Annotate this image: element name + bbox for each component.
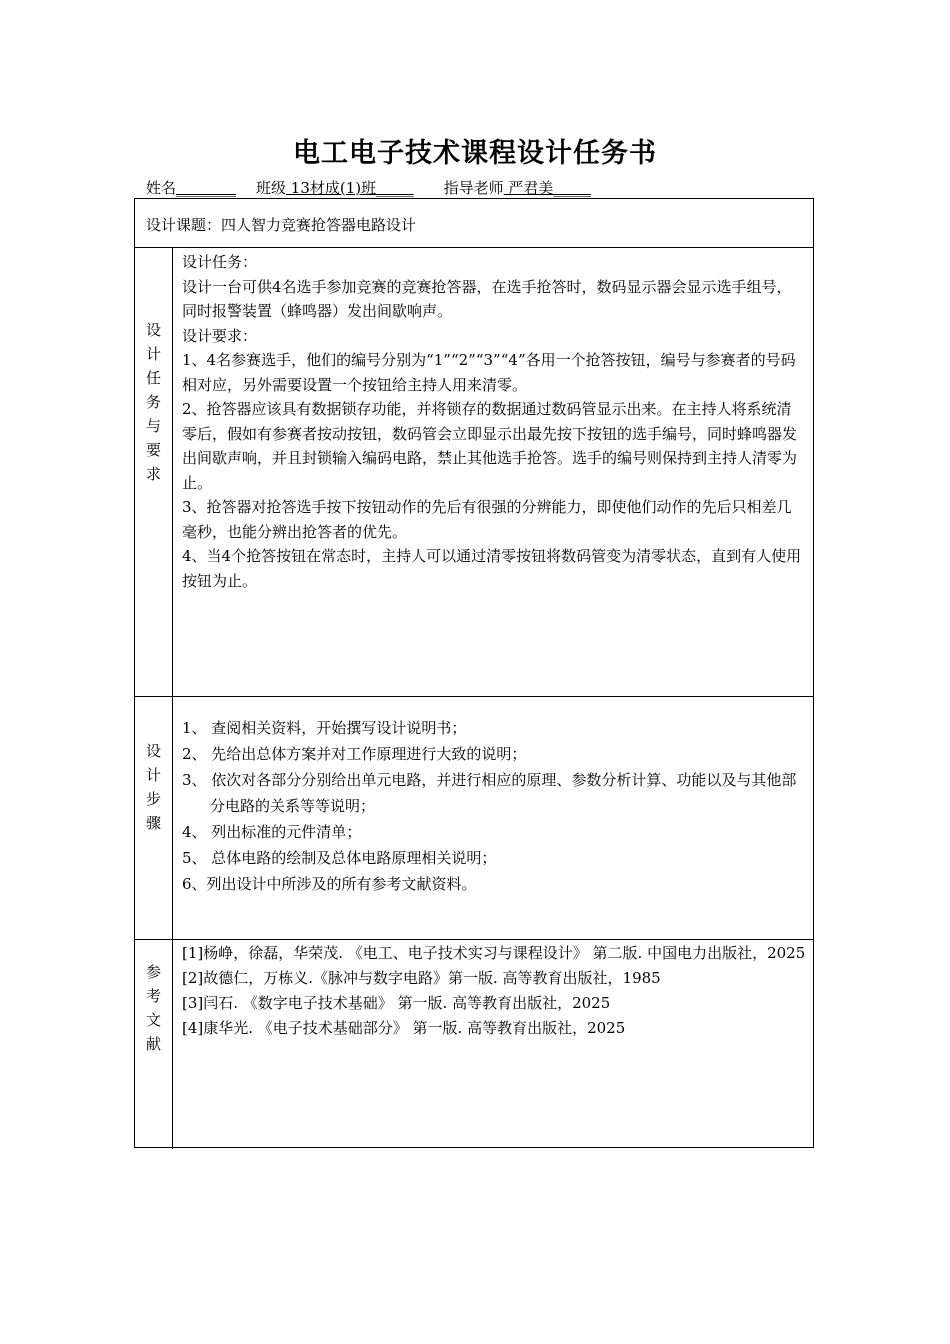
- requirement-item: 4、当4个抢答按钮在常态时，主持人可以通过清零按钮将数码管变为清零状态，直到有人使用按钮为止。: [182, 547, 802, 590]
- task-heading: 设计任务：: [182, 253, 258, 271]
- name-value: ________: [176, 179, 237, 197]
- side-char: 参: [145, 963, 161, 981]
- side-char: 设: [145, 321, 161, 339]
- class-value: 13材成(1)班_____: [286, 179, 414, 197]
- refs-content: [182, 941, 806, 1041]
- refs-side-label: [135, 960, 172, 1056]
- side-char: 计: [145, 766, 161, 784]
- row-divider: [135, 247, 813, 248]
- task-table: [134, 198, 814, 1148]
- name-label: 姓名: [146, 179, 177, 197]
- row-divider: [135, 939, 813, 940]
- side-char: 计: [145, 345, 161, 363]
- step-item: 2、 先给出总体方案并对工作原理进行大致的说明；: [182, 745, 527, 763]
- teacher-label: 指导老师: [443, 179, 504, 197]
- task-content: [182, 250, 806, 593]
- side-char: 步: [145, 790, 161, 808]
- requirement-item: 2、抢答器应该具有数据锁存功能，并将锁存的数据通过数码管显示出来。在主持人将系统清零后，假如有参赛者按动按钮，数码管会立即显示出最先按下按钮的选手编号，同时蜂鸣器发出间歇声响，并且封锁输入编码电路，禁止其他选手抢答。选手的编号则保持到主持人清零为止。: [182, 400, 798, 492]
- requirements-heading: 设计要求：: [182, 326, 258, 345]
- reference-item: [4]康华光. 《电子技术基础部分》 第一版. 高等教育出版社，2025: [182, 1019, 626, 1037]
- reference-item: [2]故德仁，万栋义.《脉冲与数字电路》第一版. 高等教育出版社，1985: [182, 969, 661, 987]
- side-char: 考: [145, 987, 161, 1005]
- side-char: 求: [145, 465, 161, 483]
- side-char: 要: [145, 441, 161, 459]
- reference-item: [1]杨峥，徐磊，华荣茂. 《电工、电子技术实习与课程设计》 第二版. 中国电力出版社，2025: [182, 944, 806, 962]
- side-char: 设: [145, 742, 161, 760]
- step-item: 3、 依次对各部分分别给出单元电路，并进行相应的原理、参数分析计算、功能以及与其他部分电路的关系等等说明；: [182, 771, 797, 815]
- step-item: 1、 查阅相关资料，开始撰写设计说明书；: [182, 719, 467, 737]
- step-item: 5、 总体电路的绘制及总体电路原理相关说明；: [182, 849, 497, 867]
- row-divider: [135, 696, 813, 697]
- requirement-item: 1、4名参赛选手，他们的编号分别为“1”“2”“3”“4”各用一个抢答按钮，编号与参赛者的号码相对应，另外需要设置一个按钮给主持人用来清零。: [182, 351, 796, 394]
- steps-content: [182, 715, 806, 897]
- student-info-line: [146, 177, 591, 198]
- task-side-label: [135, 318, 172, 486]
- class-label: 班级: [256, 179, 287, 197]
- document-title: 电工电子技术课程设计任务书: [293, 138, 657, 169]
- column-divider: [172, 247, 173, 1149]
- reference-item: [3]闫石. 《数字电子技术基础》 第一版. 高等教育出版社，2025: [182, 994, 611, 1012]
- requirement-item: 3、抢答器对抢答选手按下按钮动作的先后有很强的分辨能力，即使他们动作的先后只相差几毫秒，也能分辨出抢答者的优先。: [182, 498, 792, 541]
- design-topic: 设计课题：四人智力竞赛抢答器电路设计: [146, 216, 417, 234]
- side-char: 任: [145, 369, 161, 387]
- teacher-value: 严君美_____: [503, 179, 591, 197]
- side-char: 文: [145, 1011, 161, 1029]
- steps-side-label: [135, 739, 172, 835]
- side-char: 与: [145, 417, 161, 435]
- side-char: 务: [145, 393, 161, 411]
- side-char: 献: [145, 1035, 161, 1053]
- side-char: 骤: [145, 814, 161, 832]
- step-item: 4、 列出标准的元件清单；: [182, 823, 362, 841]
- task-description: 设计一台可供4名选手参加竞赛的竞赛抢答器，在选手抢答时，数码显示器会显示选手组号，同时报警装置（蜂鸣器）发出间歇响声。: [182, 277, 792, 320]
- step-item: 6、列出设计中所涉及的所有参考文献资料。: [182, 875, 477, 893]
